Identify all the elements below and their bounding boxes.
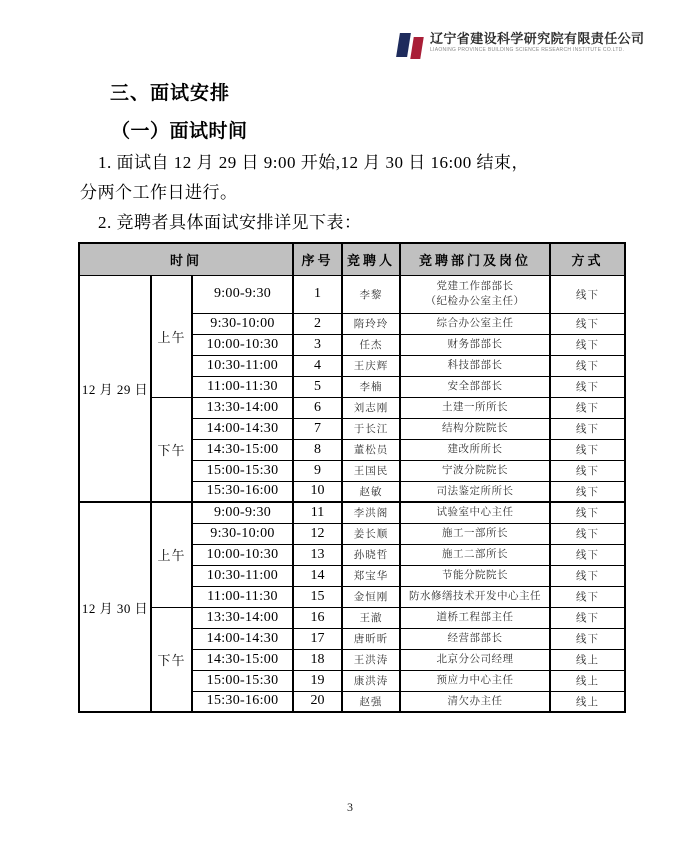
period-cell: 下午 [151, 397, 192, 502]
department-position-cell [400, 502, 550, 523]
department-line: 北京分公司经理 [436, 654, 514, 665]
time-cell: 10:00-10:30 [192, 544, 293, 565]
serial-number-cell: 4 [293, 355, 342, 376]
department-line: 综合办公室主任 [436, 318, 514, 329]
department-line: 试验室中心主任 [436, 507, 514, 519]
method-cell: 线下 [550, 313, 625, 334]
method-cell: 线下 [550, 628, 625, 649]
candidate-name-cell: 金恒刚 [342, 586, 400, 607]
department-position-cell [400, 649, 550, 670]
department-position-cell [400, 355, 550, 376]
department-position-cell [400, 628, 550, 649]
department-line: 安全部部长 [447, 381, 503, 392]
serial-number-cell: 15 [293, 586, 342, 607]
serial-number-cell: 12 [293, 523, 342, 544]
schedule-row [79, 397, 625, 418]
department-position-cell [400, 565, 550, 586]
serial-number-cell: 8 [293, 439, 342, 460]
time-cell: 9:00-9:30 [192, 502, 293, 523]
candidate-name-cell: 姜长顺 [342, 523, 400, 544]
method-cell: 线下 [550, 607, 625, 628]
department-line-2: （纪检办公室主任） [425, 296, 525, 307]
time-cell: 10:00-10:30 [192, 334, 293, 355]
department-line: 经营部部长 [447, 633, 503, 644]
col-header-no: 序号 [293, 243, 342, 275]
period-cell: 上午 [151, 502, 192, 607]
serial-number-cell: 7 [293, 418, 342, 439]
time-cell: 14:30-15:00 [192, 649, 293, 670]
paragraph-2: 2. 竞聘者具体面试安排详见下表： [98, 213, 362, 232]
schedule-row [79, 275, 625, 313]
department-line: 施工一部所长 [442, 528, 509, 539]
time-cell: 14:00-14:30 [192, 418, 293, 439]
candidate-name-cell: 王澈 [342, 607, 400, 628]
department-position-cell [400, 607, 550, 628]
body-text [80, 148, 628, 238]
department-line: 节能分院院长 [442, 570, 509, 581]
department-position-cell [400, 334, 550, 355]
serial-number-cell: 9 [293, 460, 342, 481]
serial-number-cell: 20 [293, 691, 342, 712]
time-cell: 11:00-11:30 [192, 586, 293, 607]
method-cell: 线下 [550, 397, 625, 418]
department-position-cell [400, 481, 550, 502]
candidate-name-cell: 隋玲玲 [342, 313, 400, 334]
department-line: 建改所所长 [447, 444, 503, 455]
candidate-name-cell: 赵敏 [342, 481, 400, 502]
period-cell: 上午 [151, 275, 192, 397]
date-cell: 12 月 30 日 [79, 502, 151, 712]
table-header-row [79, 243, 625, 275]
candidate-name-cell: 董松员 [342, 439, 400, 460]
candidate-name-cell: 于长江 [342, 418, 400, 439]
paragraph-1-line-2: 分两个工作日进行。 [80, 183, 238, 202]
department-position-cell [400, 460, 550, 481]
department-position-cell [400, 586, 550, 607]
method-cell: 线上 [550, 670, 625, 691]
time-cell: 14:30-15:00 [192, 439, 293, 460]
period-cell: 下午 [151, 607, 192, 712]
time-cell: 13:30-14:00 [192, 607, 293, 628]
company-logo [394, 31, 644, 61]
serial-number-cell: 6 [293, 397, 342, 418]
time-cell: 15:30-16:00 [192, 481, 293, 502]
department-line: 科技部部长 [447, 360, 503, 371]
serial-number-cell: 16 [293, 607, 342, 628]
col-header-time: 时间 [79, 243, 293, 275]
method-cell: 线上 [550, 649, 625, 670]
method-cell: 线下 [550, 565, 625, 586]
candidate-name-cell: 李黎 [342, 275, 400, 313]
logo-text [430, 31, 644, 53]
method-cell: 线下 [550, 439, 625, 460]
candidate-name-cell: 赵强 [342, 691, 400, 712]
candidate-name-cell: 唐昕昕 [342, 628, 400, 649]
serial-number-cell: 10 [293, 481, 342, 502]
candidate-name-cell: 李楠 [342, 376, 400, 397]
time-cell: 9:30-10:00 [192, 523, 293, 544]
page-number: 3 [347, 800, 353, 814]
subsection-heading: （一）面试时间 [111, 121, 248, 142]
time-cell: 11:00-11:30 [192, 376, 293, 397]
candidate-name-cell: 王洪涛 [342, 649, 400, 670]
department-position-cell [400, 376, 550, 397]
department-position-cell [400, 523, 550, 544]
method-cell: 线下 [550, 460, 625, 481]
company-name-cn: 辽宁省建设科学研究院有限责任公司 [430, 31, 645, 46]
candidate-name-cell: 康洪涛 [342, 670, 400, 691]
department-line: 结构分院院长 [442, 423, 509, 434]
time-cell: 14:00-14:30 [192, 628, 293, 649]
method-cell: 线下 [550, 275, 625, 313]
candidate-name-cell: 孙晓哲 [342, 544, 400, 565]
method-cell: 线下 [550, 376, 625, 397]
logo-mark-icon [394, 31, 426, 61]
time-cell: 15:00-15:30 [192, 670, 293, 691]
department-line: 党建工作部部长 [436, 281, 514, 292]
time-cell: 10:30-11:00 [192, 355, 293, 376]
section-heading: 三、面试安排 [110, 83, 231, 104]
time-cell: 9:30-10:00 [192, 313, 293, 334]
method-cell: 线上 [550, 691, 625, 712]
department-line: 预应力中心主任 [436, 675, 514, 686]
department-line: 道桥工程部主任 [436, 612, 514, 623]
department-line: 宁波分院院长 [442, 465, 509, 476]
col-header-method: 方式 [550, 243, 625, 275]
candidate-name-cell: 李洪阁 [342, 502, 400, 523]
candidate-name-cell: 刘志刚 [342, 397, 400, 418]
col-header-dept: 竞聘部门及岗位 [400, 243, 550, 275]
department-line: 司法鉴定所所长 [436, 485, 514, 497]
department-line: 财务部部长 [447, 339, 503, 350]
serial-number-cell: 13 [293, 544, 342, 565]
paragraph-1-line-1: 1. 面试自 12 月 29 日 9:00 开始,12 月 30 日 16:00 结束， [98, 153, 529, 172]
method-cell: 线下 [550, 481, 625, 502]
department-line: 清欠办主任 [447, 695, 503, 707]
method-cell: 线下 [550, 523, 625, 544]
col-header-candidate: 竞聘人 [342, 243, 400, 275]
serial-number-cell: 3 [293, 334, 342, 355]
company-name-en: LIAONING PROVINCE BUILDING SCIENCE RESEARCH INSTITUTE CO.LTD. [430, 47, 625, 53]
method-cell: 线下 [550, 334, 625, 355]
method-cell: 线下 [550, 418, 625, 439]
schedule-row [79, 607, 625, 628]
interview-schedule-table [78, 242, 626, 713]
department-position-cell [400, 397, 550, 418]
serial-number-cell: 2 [293, 313, 342, 334]
serial-number-cell: 18 [293, 649, 342, 670]
logo-red-bar-icon [410, 37, 423, 59]
department-position-cell [400, 670, 550, 691]
department-position-cell [400, 439, 550, 460]
department-position-cell [400, 275, 550, 313]
time-cell: 15:00-15:30 [192, 460, 293, 481]
candidate-name-cell: 郑宝华 [342, 565, 400, 586]
method-cell: 线下 [550, 544, 625, 565]
department-position-cell [400, 544, 550, 565]
department-position-cell [400, 313, 550, 334]
method-cell: 线下 [550, 502, 625, 523]
time-cell: 13:30-14:00 [192, 397, 293, 418]
serial-number-cell: 1 [293, 275, 342, 313]
department-line: 土建一所所长 [442, 402, 509, 413]
department-line: 防水修缮技术开发中心主任 [409, 591, 542, 602]
serial-number-cell: 5 [293, 376, 342, 397]
logo-navy-bar-icon [396, 33, 411, 57]
serial-number-cell: 11 [293, 502, 342, 523]
serial-number-cell: 19 [293, 670, 342, 691]
method-cell: 线下 [550, 355, 625, 376]
candidate-name-cell: 任杰 [342, 334, 400, 355]
time-cell: 9:00-9:30 [192, 275, 293, 313]
department-position-cell [400, 691, 550, 712]
date-cell: 12 月 29 日 [79, 275, 151, 502]
department-position-cell [400, 418, 550, 439]
candidate-name-cell: 王庆辉 [342, 355, 400, 376]
time-cell: 15:30-16:00 [192, 691, 293, 712]
serial-number-cell: 17 [293, 628, 342, 649]
schedule-row [79, 502, 625, 523]
method-cell: 线下 [550, 586, 625, 607]
time-cell: 10:30-11:00 [192, 565, 293, 586]
serial-number-cell: 14 [293, 565, 342, 586]
candidate-name-cell: 王国民 [342, 460, 400, 481]
department-line: 施工二部所长 [442, 549, 509, 560]
